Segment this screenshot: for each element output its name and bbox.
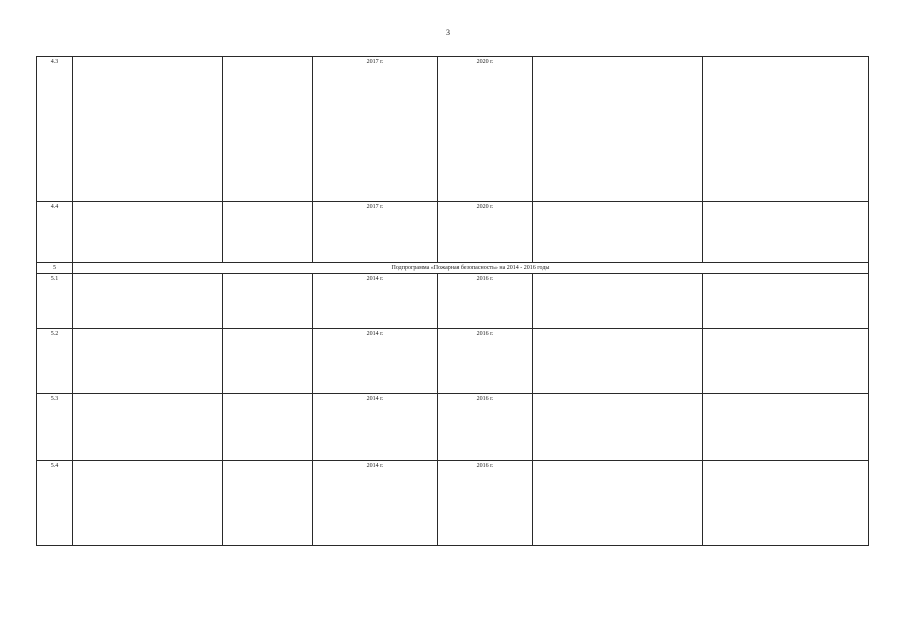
end-year: 2016 г. [438, 461, 533, 546]
program-activities-table [36, 56, 869, 546]
end-year: 2016 г. [438, 394, 533, 461]
activity-name-cell [73, 461, 223, 546]
section-title: Подпрограмма «Пожарная безопасность» на 2014 - 2016 годы [73, 263, 869, 274]
row-number: 5.2 [37, 329, 73, 394]
activity-name-cell [73, 57, 223, 202]
executor-cell [223, 461, 313, 546]
result-indicators-cell [533, 57, 703, 202]
target-indicators-cell [703, 461, 869, 546]
row-number: 4.3 [37, 57, 73, 202]
activity-name-cell [73, 202, 223, 263]
end-year: 2016 г. [438, 329, 533, 394]
executor-cell [223, 57, 313, 202]
target-indicators-cell [703, 394, 869, 461]
result-indicators-cell [533, 461, 703, 546]
start-year: 2014 г. [313, 329, 438, 394]
table-row [37, 202, 869, 263]
start-year: 2014 г. [313, 274, 438, 329]
target-indicators-cell [703, 329, 869, 394]
section-header-row [37, 263, 869, 274]
start-year: 2014 г. [313, 394, 438, 461]
target-indicators-cell [703, 202, 869, 263]
section-number: 5 [37, 263, 73, 274]
table-row [37, 274, 869, 329]
row-number: 5.4 [37, 461, 73, 546]
end-year: 2016 г. [438, 274, 533, 329]
result-indicators-cell [533, 329, 703, 394]
executor-cell [223, 329, 313, 394]
result-indicators-cell [533, 202, 703, 263]
activity-name-cell [73, 274, 223, 329]
table-row [37, 57, 869, 202]
page-number: 3 [446, 28, 450, 37]
table-row [37, 461, 869, 546]
result-indicators-cell [533, 394, 703, 461]
target-indicators-cell [703, 57, 869, 202]
start-year: 2014 г. [313, 461, 438, 546]
target-indicators-cell [703, 274, 869, 329]
activity-name-cell [73, 329, 223, 394]
executor-cell [223, 202, 313, 263]
row-number: 5.1 [37, 274, 73, 329]
result-indicators-cell [533, 274, 703, 329]
row-number: 4.4 [37, 202, 73, 263]
row-number: 5.3 [37, 394, 73, 461]
activity-name-cell [73, 394, 223, 461]
end-year: 2020 г. [438, 57, 533, 202]
executor-cell [223, 274, 313, 329]
start-year: 2017 г. [313, 57, 438, 202]
executor-cell [223, 394, 313, 461]
end-year: 2020 г. [438, 202, 533, 263]
start-year: 2017 г. [313, 202, 438, 263]
table-row [37, 329, 869, 394]
table-row [37, 394, 869, 461]
